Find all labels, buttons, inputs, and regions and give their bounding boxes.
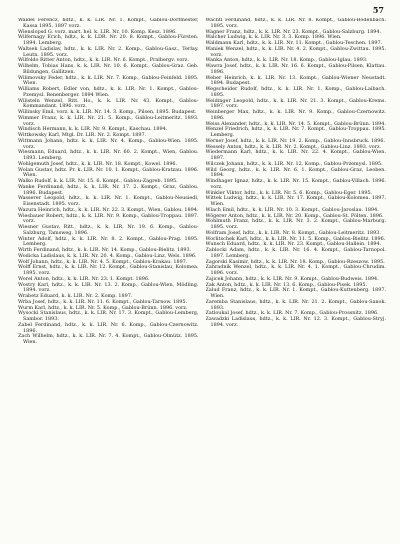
register-entry: Wilfoldo Ritter Anton, hdtz., k. k. LIR. Nr. 6. Kompt., Pralbergv. vorz. xyxy=(18,57,189,64)
register-entry: Walcher Ludwig, k. k. LIR. Nr. 3. 3. Komp. 1896. Wien. xyxy=(205,34,342,41)
register-entry: Zagorski Kasimir, hdtz., k. k. LIR. Nr. 18. Komp., Gablou-Rzeszow. 1895. xyxy=(205,258,385,265)
register-entry: Wurm Karl, hdtz., k. k. LIR. Nr. 5. Komp., Gablou-Brünn. 1896. vorz. xyxy=(18,304,188,311)
register-entry: Zahradnik Wenzel, hdtz., k. k. LIR. Nr. 4. 1. Kompt., Gablou-Chrudim. 1896. vorz. xyxy=(205,264,386,276)
register-entry: Wiesbauer Robert, hdtz., k. k. LIR. Nr. 9. Komp., Gablou-Troppau. 1897. vorz. xyxy=(18,212,199,225)
register-entry: Worel Anton, hdtz., k. k. LIR. Nr. 23. 1. Kompt. 1896. xyxy=(18,275,150,282)
register-entry: Wunsch Eduard, hdtz., k. k. LIR. Nr. 23. Kompt., Gablou-Hallein. 1894. xyxy=(205,241,382,248)
register-entry: Weinberger Max, hdtz., k. k. LIR. Nr. 9. Komp., Gablou-Czernowitz. 1896. xyxy=(205,109,386,121)
register-entry: Wenzel Friedrich, hdtz., k. k. LIR. Nr. 7. Kompt., Gablou-Troppau. 1895. Lemberg. xyxy=(205,126,386,138)
register-entry: Winter Adolf, hdtz., k. k. LIR. Nr. 8. 2. Kompt., Gablou-Prag. 1895. Lemberg. xyxy=(18,235,199,248)
register-entry: Wolff Ernst, hdtz., k. k. LIR. Nr. 12. Kompt., Gablou-Stanislau, Kolomea. 1895. vorz. xyxy=(18,264,199,276)
register-entry: Wessely Anton, hdtz., k. k. LIR. Nr. 2. Kompt., Gablou-Linz. 1893. vorz. xyxy=(205,143,382,150)
register-entry: Wegscheider Rudolf, hdtz., k. k. LIR. Nr. 1. Komp., Gablou-Laibach. 1895. xyxy=(205,86,386,98)
register-entry: Wlach Emil, hdtz., k. k. LIR. Nr. 10. 3. Kompt., Gablou-Jaroslau. 1894. xyxy=(205,206,379,213)
register-entry: Wimmer Franz, k. k. LIR. Nr. 21. 5. Komp., Gablou-Leitmeritz. 1893. vorz. xyxy=(18,114,199,127)
register-entry: Wilhelm, Tobias Hans, k. k. LIR. Nr. 10. 6. Kompt., Gablou-Graz. Geb. Bildungen, Gallitzen. xyxy=(18,63,199,75)
register-entry: Wysocki Stanislaus, hdtz., k. k. LIR. Nr. 17. 3. Kompt., Gablou-Lemberg, Sambor. 1893. xyxy=(18,310,199,322)
register-entry: Waldmann Karl, hdtz., k. k. LIR. Nr. 11. Kompt., Gablou-Teschen. 1897. xyxy=(205,40,383,46)
register-entry: Waltsek Ladislav, hdtz., k. k. LIR. Nr. 2. Komp., Gablou-Gasz., Terlay. Leutn. 1895. vorz. xyxy=(18,45,199,58)
register-entry: Waldel Ferencz, hdtz., k. k. LIR. Nr. 1. Kompt., Gablou-Dorfmester, Kassa 1895. 1897 vorz. xyxy=(18,18,199,29)
register-entry: Wittek Ludwig, hdtz., k. k. LIR. Nr. 17. Kompt., Gablou-Kolomea. 1897. Wien. xyxy=(205,195,386,207)
register-entry: Winkler Viktor, hdtz., k. k. LIR. Nr. 5. 6. Komp., Gablou-Eger. 1895. xyxy=(205,189,373,196)
register-entry: Zak Anton, hdtz., k. k. LIR. Nr. 13. 6. Komp., Gablou-Pisek. 1895. xyxy=(205,281,368,288)
register-entry: Wolfram Josef, hdtz., k. k. LIR. Nr. 8. Kompt., Gablou-Leitmeritz. 1893. xyxy=(205,229,381,236)
register-entry: Wolan Gustav, hdtz. Pr. k. LIR. Nr. 10. 1. Kompt., Gablou-Kratzau. 1896. Wien. xyxy=(18,166,199,179)
register-entry: Wolf Johann, hdtz., k. k. LIR. Nr. 4. 5. Kompt., Gablou-Krakau. 1897. xyxy=(18,258,188,265)
left-column xyxy=(18,18,199,532)
register-entry: Zabel Ferdinand, hdtz., k. k. LIR. Nr. 6. Komp., Gablou-Czernowitz. 1896. xyxy=(18,321,199,334)
register-entry: Wilisteln Wenzel, Ritt. Ho., k. k. LIR. Nr. 43. Kompt., Gablou-Kommandant. 1896. vorz. xyxy=(18,97,199,110)
register-entry: Wild Georg, hdtz., k. k. LIR. Nr. 6. 1. Kompt., Gablou-Graz, Leoben. 1894. xyxy=(205,166,386,179)
register-entry: Wilczek Johann, hdtz., k. k. LIR. Nr. 12. Komp., Gablou-Przemysl. 1895. xyxy=(205,160,383,167)
register-entry: Zawadzki Ladislaus, hdtz., k. k. LIR. Nr. 12. 3. Kompt., Gablou-Stryj. 1894. vorz. xyxy=(205,316,386,328)
register-entry: Zach Wilhelm, hdtz., k. k. LIR. Nr. 7. 4. Kompt., Gablou-Olmütz. 1895. Wien. xyxy=(18,333,199,345)
register-entry: Zajicek Johann, hdtz., k. k. LIR. Nr. 9. Kompt., Gablou-Budweis. 1894. xyxy=(205,275,379,282)
register-entry: Wittkowsky Karl, Mtgl. Dr. LIR. Nr. 2. Kompt. 1897. xyxy=(18,132,147,138)
register-entry: Wanka Anton, hdtz., k. k. LIR. Nr. 18. Komp., Gablou-Iglau. 1893. xyxy=(205,57,368,64)
register-entry: Weber Heinrich, k. k. LIR. Nr. 13. Kompt., Gablou-Wiener Neustadt. 1894. Budapest. xyxy=(205,74,386,87)
register-entry: Wostry Karl, hdtz., k. k. LIR. Nr. 13. 2. Komp., Gablou-Wien, Mödling. 1894. vorz. xyxy=(18,281,199,294)
register-entry: Wienslopsd G. vorz. mart. hel. k. LIR. Nr. 10. Komp. Kesz. 1896. xyxy=(18,28,177,35)
register-entry: Windhager Ignaz, hdtz., k. k. LIR. Nr. 15. Kompt., Gablou-Villach. 1896. vorz. xyxy=(205,178,386,190)
register-entry: Zablocki Adam, hdtz., k. k. LIR. Nr. 16. 4. Kompt., Gablou-Tarnopol. 1897. Lemberg. xyxy=(205,247,386,259)
page-number: 57 xyxy=(372,5,384,15)
register-entry: Wodicka Ladislaus, k. k. LIR. Nr. 20. 4. Komp., Gablou-Linz, Wels. 1896. xyxy=(18,252,197,259)
register-entry: Weidinger Leopold, hdtz., k. k. LIR. Nr. 21. 3. Kompt., Gablou-Krems. 1897. vorz. xyxy=(205,97,386,110)
register-entry: Wasserer Leopold, hdtz., k. k. LIR. Nr. 1. Kompt., Gablou-Neusiedl, Eisenstadt. 1895. vorz. xyxy=(18,195,199,207)
register-entry: Wirth Ferdinand, hdtz., k. k. LIR. Nr. 14. Komp., Gablou-Bielitz. 1893. xyxy=(18,247,192,253)
register-entry: Zaremba Stanislaus, hdtz., k. k. LIR. Nr. 21. 2. Kompt., Gablou-Sanok. 1893. xyxy=(205,298,386,311)
register-entry: Wagner Franz, hdtz., k. k. LIR. Nr. 23. Kompt., Gablou-Salzburg. 1894. xyxy=(205,28,382,35)
right-column xyxy=(206,18,387,532)
register-entry: Wawra Josef, hdtz., k. k. LIR. Nr. 16. 6. Kompt., Gablou-Pilsen, Klattau. 1896. xyxy=(205,63,386,75)
register-entry: Wiedermann Karl, hdtz., k. k. LIR. Nr. 22. 4. Kompt., Gablou-Wien. 1897. xyxy=(205,149,386,161)
register-entry: Wilimovsky Feder, hdtz., k. k. LIR. Nr. 7. Komp., Gablou-Feinfeld. 1895. Wien. xyxy=(18,74,199,87)
register-entry: Wrba Josef, hdtz., k. k. LIR. Nr. 11. 6. Kompt., Gablou-Tarnow. 1895. xyxy=(18,298,188,305)
register-entry: Zalud Franz, hdtz., k. k. LIR. Nr. 1. Kompt., Gablou-Kuttenberg. 1897. Wien. xyxy=(205,287,386,299)
register-entry: Wazura Heinrich, hdtz., k. k. LIR. Nr. 22. 3. Kompt., Wien, Gablou. 1894. xyxy=(18,206,199,213)
register-entry: Windisch Hermann, k. k. LIR. Nr. 9. Kompt., Kaschau. 1894. xyxy=(18,126,168,133)
register-entry: Zatloukal Josef, hdtz., k. k. LIR. Nr. 7. Komp., Gablou-Prossnitz. 1896. xyxy=(205,310,379,317)
register-entry: Werner Josef, hdtz., k. k. LIR. Nr. 19. 2. Komp., Gablou-Innsbruck. 1896. xyxy=(205,137,386,144)
register-entry: Wögerer Anton, hdtz., k. k. LIR. Nr. 20. Komp., Gablou-St. Pölten. 1896. xyxy=(205,212,384,219)
register-entry: Willinsky Emil, vorz. k. k. LIR. Nr. 14. 3. Komp., Pilsen. 1895. Budapest. xyxy=(18,109,197,115)
text-columns xyxy=(18,18,386,532)
register-entry: Wohlmuth Franz, hdtz., k. k. LIR. Nr. 3. 2. Kompt., Gablou-Marburg. 1895. vorz. xyxy=(205,218,386,230)
register-entry: Wohlgemuth Josef, hdtz., k. k. LIR. Nr. 18. Kompt., Kowel. 1896. xyxy=(18,160,178,167)
register-entry: Worlitschek Karl, hdtz., k. k. LIR. Nr. 11. 5. Komp., Gablou-Bielitz. 1896. xyxy=(205,235,386,242)
register-entry: Wilfernagy Erich, hdtz., k. k. LDR. Nr. 20. 8. Kompt., Gablou-Fürsten. 1894. Lemberg. xyxy=(18,34,199,46)
register-entry: Wiesmann, Eduard, hdtz., k. k. LIR. Nr. 60. 2. Kompt., Wien, Gablou. 1893. Lemberg. xyxy=(18,149,199,161)
register-entry: Wachtl Ferdinand, hdtz., k. k. LIR. Nr. 8. Kompt., Gablou-Bodenbach. 1895. vorz. xyxy=(205,18,386,29)
register-entry: Wittmann Johann, hdtz. k. k. LIR. Nr. 4. Komp., Gablou-Wien. 1895. vorz. xyxy=(18,137,199,150)
register-entry: Walko Rudolf, k. k. LIR. Nr. 15. 6. Kompt., Gablou-Zagreb. 1895. xyxy=(18,178,178,184)
register-entry: Wrabetz Eduard, k. k. LIR. Nr. 2. Komp. 1897. xyxy=(18,293,133,299)
register-entry: Waniek Wenzel, hdtz., k. k. LIR. Nr. 4. 2. Kompt., Gablou-Zwittau. 1895. vorz. xyxy=(205,45,386,58)
register-entry: Williams Robert, Edler von, hdtz., k. k. LIR. Nr. 1. Kompt., Gablou-Pzemysl. Benenberger. 1894 Wien. xyxy=(18,86,199,98)
register-entry: Wanke Ferdinand, hdtz., k. k. LIR. Nr. 17. 2. Kompt., Graz, Gablou. 1896. Budapest. xyxy=(18,183,199,196)
register-entry: Wiesner Gustav, Ritt., hdtz., k. k. LIR. Nr. 19. 6. Komp., Gablou-Salzburg, Tamsweg. 1896. xyxy=(18,224,199,236)
register-entry: Weiss Alexander, hdtz., k. k. LIR. Nr. 14. 5. Kompt., Gablou-Brünn. 1894. xyxy=(205,120,386,127)
